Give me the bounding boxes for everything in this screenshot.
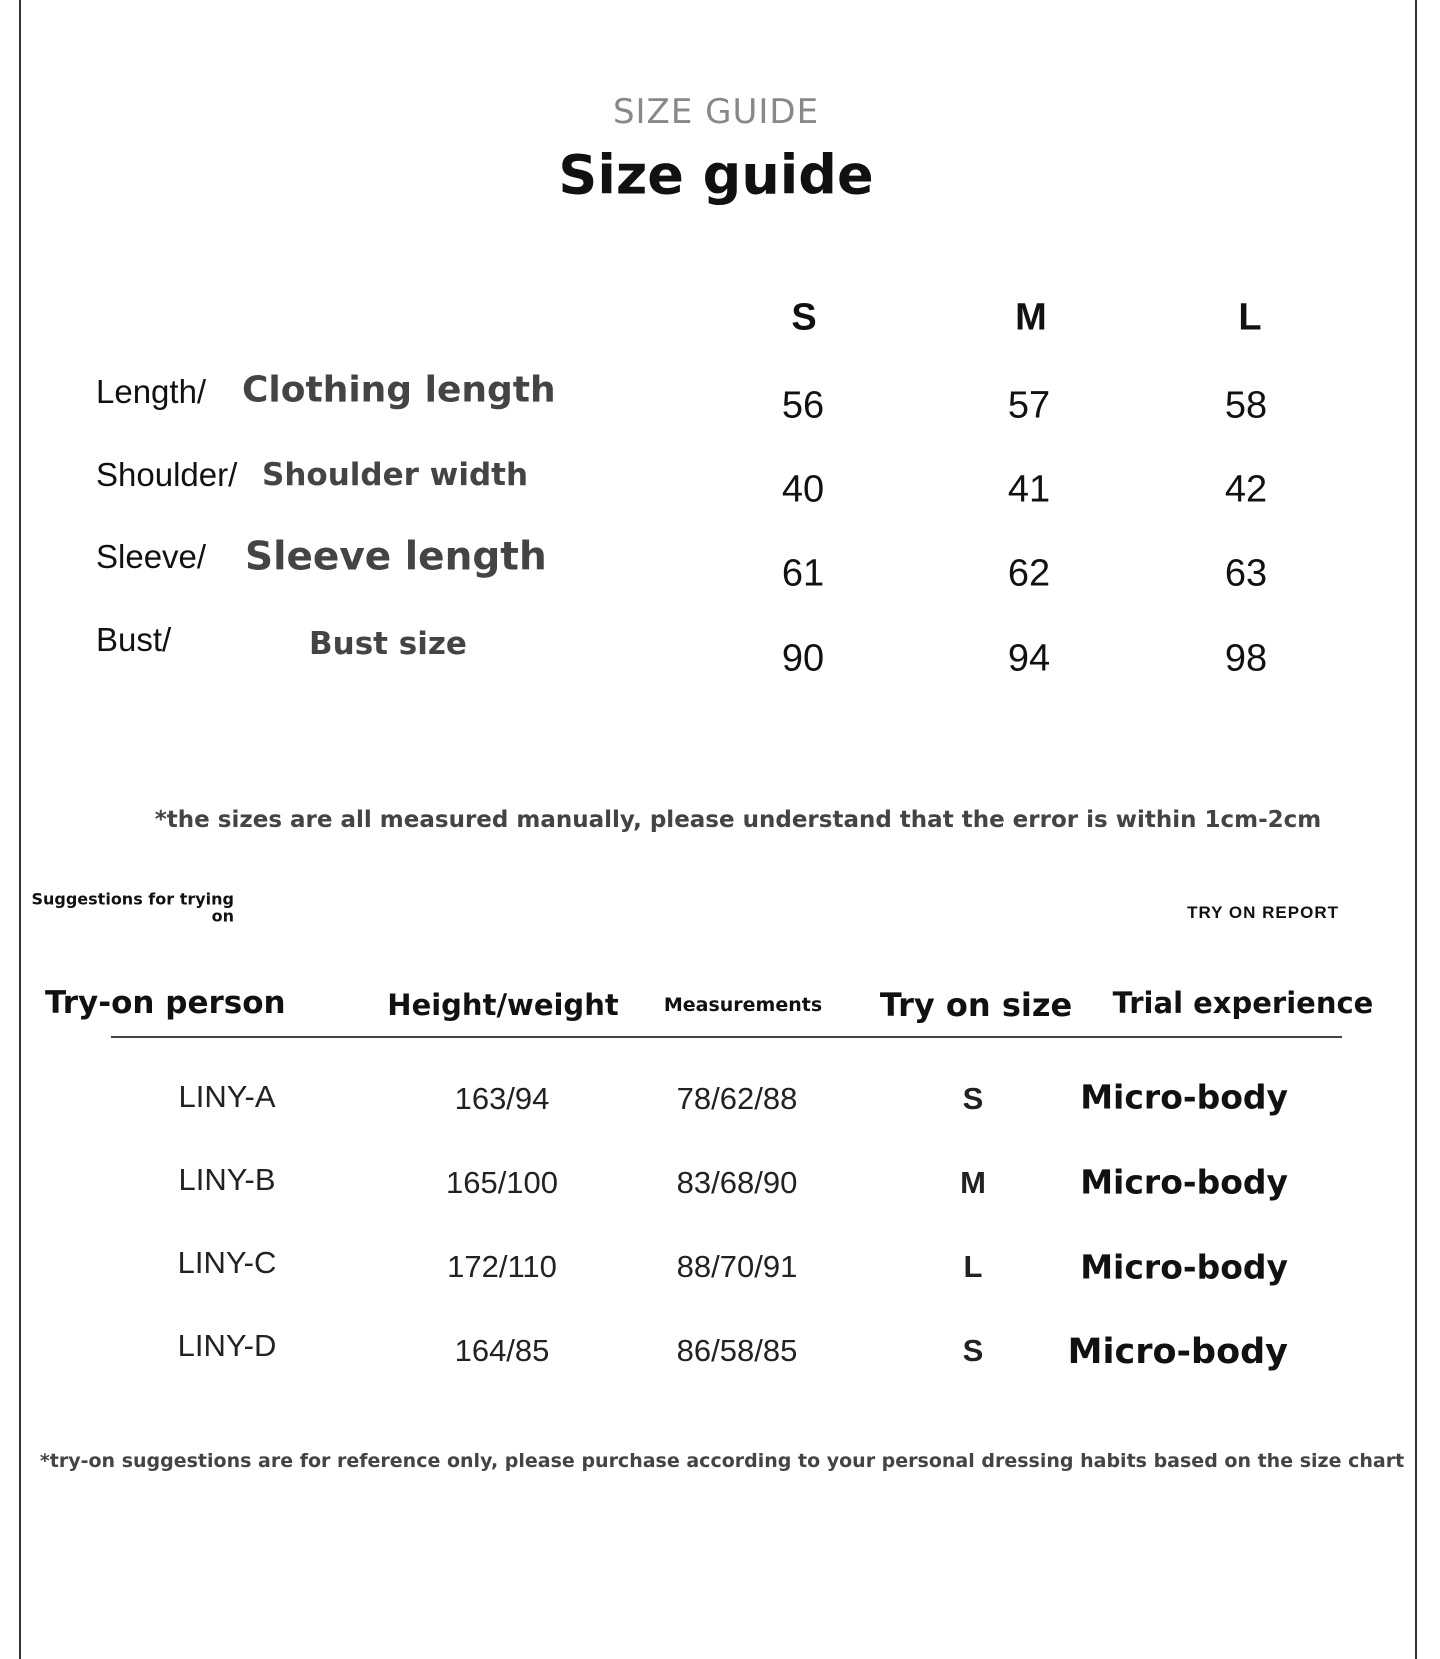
page-title: Size guide [558, 143, 874, 207]
subtitle: SIZE GUIDE [612, 92, 820, 132]
report-label: TRY ON REPORT [1187, 903, 1339, 922]
cell-height-weight: 172/110 [447, 1249, 557, 1284]
cell-height-weight: 165/100 [445, 1165, 559, 1200]
cell: 42 [1224, 468, 1268, 511]
section-label-2: on [211, 906, 234, 926]
cell-person: LINY-B [178, 1162, 276, 1197]
measurement-note: *the sizes are all measured manually, please understand that the error is within 1cm-2cm [154, 807, 1322, 833]
cell: 41 [1007, 468, 1051, 511]
size-header-m: M [1015, 296, 1047, 339]
cell-height-weight: 164/85 [454, 1333, 550, 1368]
section-label: Suggestions for trying [31, 889, 234, 909]
row-label-en: Bust size [309, 626, 467, 662]
tryon-note: *try-on suggestions are for reference only, please purchase according to your personal dressing habits based on the size chart [39, 1450, 1405, 1472]
size-header-l: L [1238, 296, 1262, 339]
row-label: Length/ [96, 373, 207, 410]
cell: 61 [781, 552, 825, 595]
cell: 94 [1007, 637, 1051, 680]
header-height-weight: Height/weight [387, 988, 619, 1022]
row-label: Shoulder/ [96, 456, 238, 493]
cell: 62 [1007, 552, 1051, 595]
cell-size: L [963, 1249, 983, 1284]
row-label-en: Shoulder width [262, 457, 529, 493]
right-border [1415, 0, 1417, 1659]
cell: 40 [781, 468, 825, 511]
cell-experience: Micro-body [1080, 1247, 1288, 1287]
cell-measurements: 78/62/88 [676, 1081, 798, 1116]
cell-person: LINY-D [177, 1328, 277, 1363]
cell-person: LINY-C [177, 1245, 277, 1280]
row-label-en: Clothing length [242, 369, 556, 411]
cell-size: S [962, 1333, 984, 1368]
cell-measurements: 86/58/85 [676, 1333, 798, 1368]
left-border [19, 0, 21, 1659]
cell-measurements: 88/70/91 [676, 1249, 798, 1284]
header-size: Try on size [879, 986, 1073, 1024]
cell: 63 [1224, 552, 1268, 595]
cell: 56 [781, 384, 825, 427]
cell-height-weight: 163/94 [454, 1081, 550, 1116]
cell: 58 [1224, 384, 1268, 427]
cell-measurements: 83/68/90 [676, 1165, 798, 1200]
header-person: Try-on person [45, 985, 286, 1021]
cell: 98 [1224, 637, 1268, 680]
cell: 57 [1007, 384, 1051, 427]
row-label: Sleeve/ [96, 538, 207, 575]
row-label: Bust/ [96, 621, 172, 658]
cell-experience: Micro-body [1067, 1332, 1288, 1372]
cell-size: M [960, 1165, 986, 1200]
row-label-en: Sleeve length [245, 534, 547, 580]
cell-size: S [962, 1081, 984, 1116]
header-experience: Trial experience [1112, 986, 1374, 1020]
header-divider [111, 1036, 1342, 1038]
header-measurements: Measurements [663, 994, 823, 1016]
cell-experience: Micro-body [1080, 1162, 1288, 1202]
cell-experience: Micro-body [1080, 1077, 1288, 1117]
cell: 90 [781, 637, 825, 680]
size-header-s: S [791, 296, 817, 339]
cell-person: LINY-A [178, 1079, 276, 1114]
